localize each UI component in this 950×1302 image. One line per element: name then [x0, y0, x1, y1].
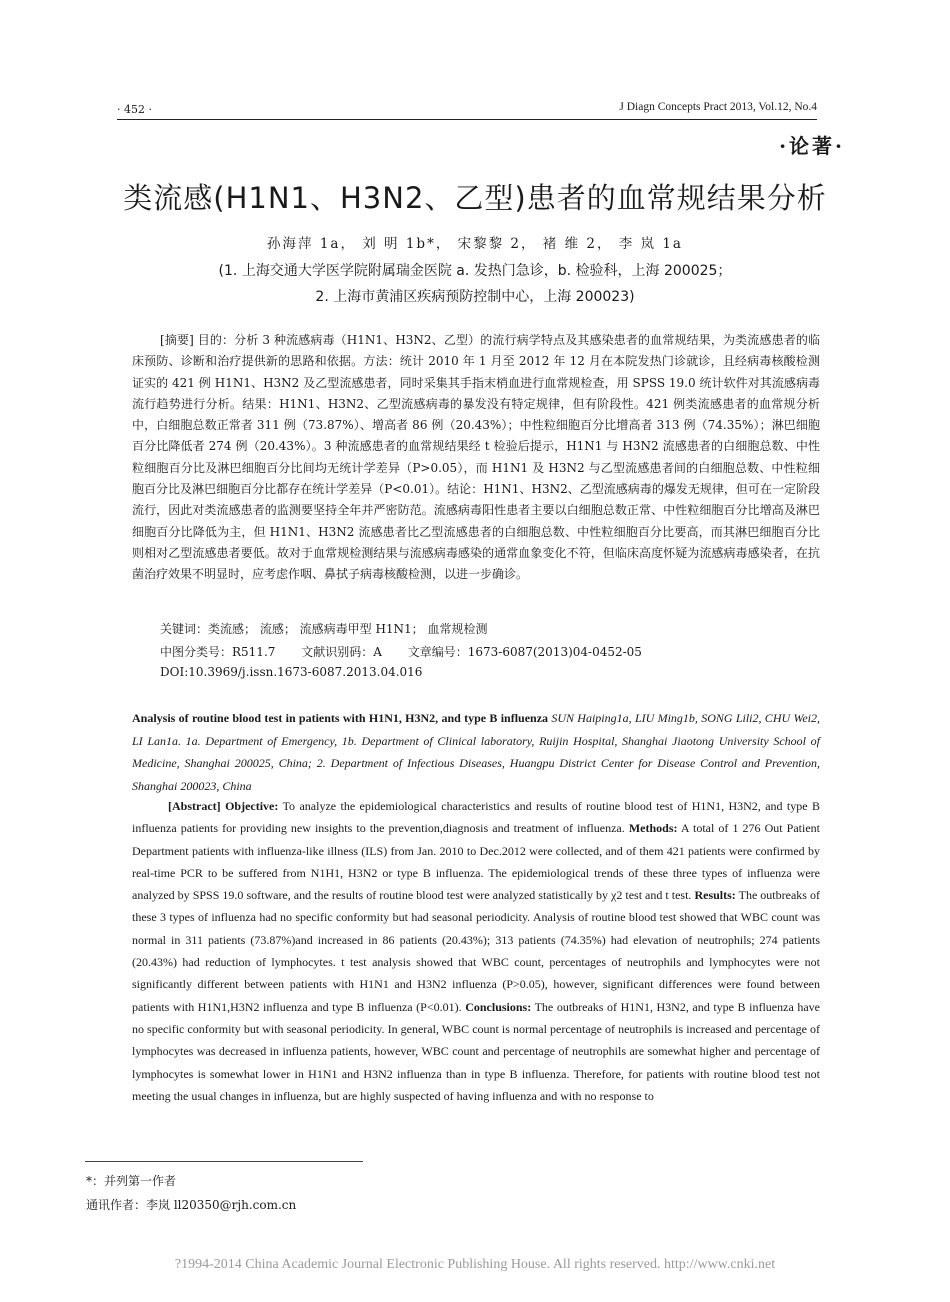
keywords: 关键词：类流感； 流感； 流感病毒甲型 H1N1； 血常规检测	[160, 622, 488, 636]
header-rule	[117, 119, 817, 120]
document-code: 文献识别码：A	[301, 645, 382, 659]
chinese-abstract: [摘要] 目的：分析 3 种流感病毒（H1N1、H3N2、乙型）的流行病学特点及其感染患者的血常规结果，为类流感患者的临床预防、诊断和治疗提供新的思路和依据。方法：统计 2010 年 1 月至 2012 年 12 月在本院发热门诊就诊，且经病毒核酸检测证实的 421 例 H1N1、H3N2 及乙型流感患者，同时采集其手指末梢血进行血常规检查，用 SPSS 19.0 统计软件对其流感病毒流行趋势进行分析。结果：H1N1、H3N2、乙型流感病毒的暴发没有特定规律，但有阶段性。421 例类流感患者的血常规分析中，白细胞总数正常者 311 例（73.87%）、增高者 86 例（20.43%）；中性粒细胞百分比增高者 313 例（74.35%）；淋巴细胞百分比降低者 274 例（20.43%）。3 种流感患者的血常规结果经 t 检验后提示，H1N1 与 H3N2 流感患者的白细胞总数、中性粒细胞百分比及淋巴细胞百分比间均无统计学差异（P>0.05），而 H1N1 及 H3N2 与乙型流感患者间的白细胞总数、中性粒细胞百分比及淋巴细胞百分比都存在统计学差异（P<0.01）。结论：H1N1、H3N2、乙型流感病毒的爆发无规律，但可在一定阶段流行，因此对类流感患者的监测要坚持全年并严密防范。流感病毒阳性患者主要以白细胞总数正常、中性粒细胞百分比增高及淋巴细胞百分比降低为主，但 H1N1、H3N2 流感患者比乙型流感患者的白细胞总数、中性粒细胞百分比要高，而其淋巴细胞百分比则相对乙型流感患者要低。故对于血常规检测结果与流感病毒感染的通常血象变化不符，但临床高度怀疑为流感病毒感染者，在抗菌治疗效果不明显时，应考虑作咽、鼻拭子病毒核酸检测，以进一步确诊。	[132, 333, 820, 582]
english-authors-affiliations: SUN Haiping1a, LIU Ming1b, SONG Lili2, CHU Wei2, LI Lan1a. 1a. Department of Emergency, 1b. Department of Clinical laboratory, Ruijin Hospital, Shanghai Jiaotong University School of Medicine, Shanghai 200025, China; 2. Department of Infectious Diseases, Huangpu District Center for Disease Control and Prevention, Shanghai 200023, China	[132, 711, 820, 793]
footnote-co-first-author: *：并列第一作者	[86, 1174, 177, 1188]
affiliation-line-1: (1. 上海交通大学医学院附属瑞金医院 a. 发热门急诊，b. 检验科，上海 200025；	[218, 263, 732, 279]
objective-text: To analyze the epidemiological characteristics and results of routine blood test of H1N1, H3N2, and type B influenza patients for providing new insights to the prevention,diagnosis and treatment of influenza.	[132, 799, 820, 836]
section-label: ·论著·	[779, 134, 845, 158]
english-title-block	[132, 707, 820, 797]
footnote-corresponding-author: 通讯作者：李岚 ll20350@rjh.com.cn	[86, 1198, 297, 1212]
classification-line	[160, 643, 642, 660]
english-abstract	[132, 795, 820, 1107]
conclusions-text: The outbreaks of H1N1, H3N2, and type B influenza have no specific conformity but with seasonal periodicity. In general, WBC count is normal percentage of neutrophils is increased and percentage of lymphocytes was decreased in influenza patients, however, WBC count and percentage of neutrophils are somewhat higher and percentage of lymphocytes is somewhat lower in H1N1 and H3N2 influenza than in type B influenza. Therefore, for patients with routine blood test not meeting the usual changes in influenza, but are highly suspected of having influenza and with no response to	[132, 999, 820, 1103]
copyright-watermark: ?1994-2014 China Academic Journal Electronic Publishing House. All rights reserved. http://www.cnki.net	[174, 1257, 776, 1272]
abstract-label: [Abstract]	[168, 799, 221, 813]
article-title: 类流感(H1N1、H3N2、乙型)患者的血常规结果分析	[123, 181, 827, 215]
journal-citation: J Diagn Concepts Pract 2013, Vol.12, No.4	[619, 101, 817, 113]
conclusions-label: Conclusions:	[465, 999, 532, 1014]
footnote-rule	[85, 1161, 363, 1162]
clc-number: 中图分类号：R511.7	[160, 645, 276, 659]
methods-label: Methods:	[628, 821, 678, 836]
results-label: Results:	[694, 888, 736, 903]
article-number: 文章编号：1673-6087(2013)04-0452-05	[407, 645, 642, 659]
affiliation-line-2: 2. 上海市黄浦区疾病预防控制中心，上海 200023)	[315, 289, 635, 305]
page-number: · 452 ·	[117, 103, 152, 116]
results-text: The outbreaks of these 3 types of influenza had no specific conformity but had seasonal periodicity. Analysis of routine blood test showed that WBC count was normal in 311 patients (73.87%)and increased in 86 patients (20.43%); 313 patients (74.35%) had elevation of neutrophils; 274 patients (20.43%) had reduction of lymphocytes. t test analysis showed that WBC count, percentages of neutrophils and lymphocytes were not significantly different between patients with H1N1 and H3N2 influenza (P>0.05), however, significant differences were found between patients with H1N1,H3N2 influenza and type B influenza (P<0.01).	[132, 888, 820, 1014]
doi: DOI:10.3969/j.issn.1673-6087.2013.04.016	[160, 665, 423, 679]
english-title: Analysis of routine blood test in patients with H1N1, H3N2, and type B influenza	[132, 711, 549, 725]
objective-label: Objective:	[225, 799, 279, 813]
methods-text: A total of 1 276 Out Patient Department patients with influenza-like illness (ILS) from Jan. 2010 to Dec.2012 were collected, and of them 421 patients were confirmed by real-time PCR to be suffered from N1H1, H3N2 or type B influenza. The epidemiological trends of these three types of influenza were analyzed by SPSS 19.0 software, and the results of routine blood test were analyzed statistically by χ2 test and t test.	[132, 821, 821, 903]
author-list: 孙海萍 1a， 刘 明 1b*， 宋黎黎 2， 褚 维 2， 李 岚 1a	[267, 236, 683, 252]
